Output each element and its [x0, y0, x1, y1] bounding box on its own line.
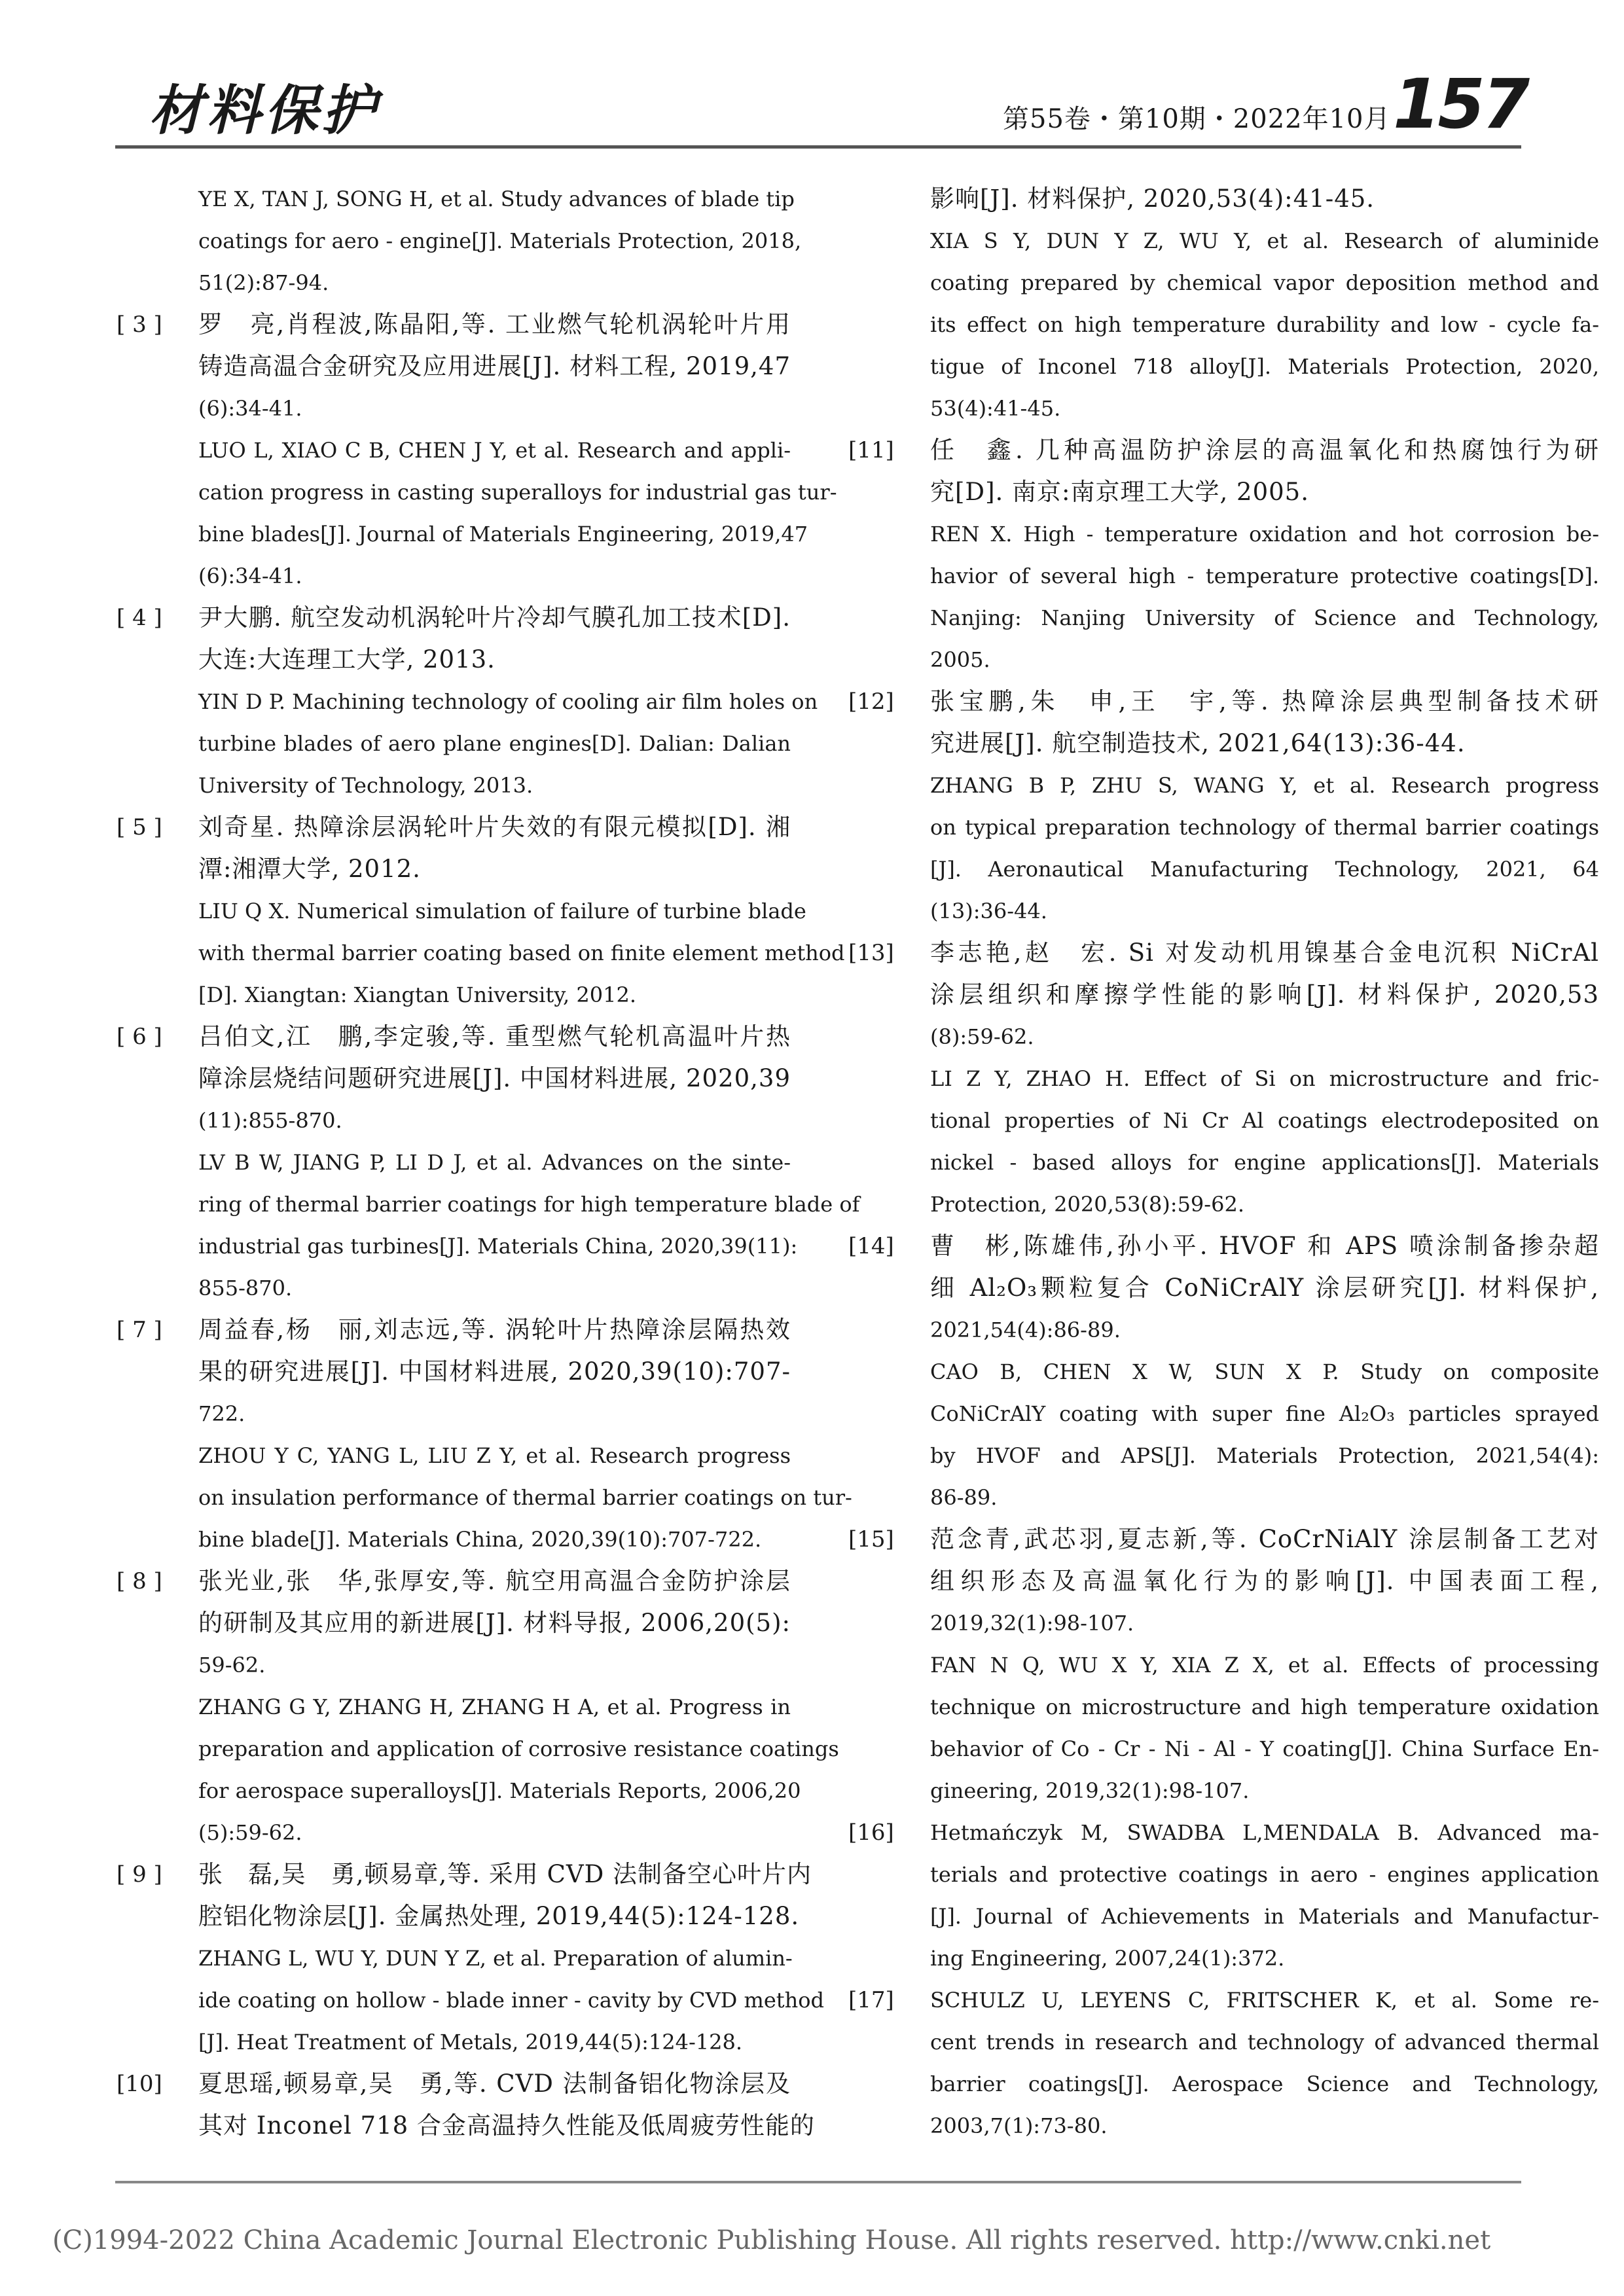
reference-number: [ 6 ]: [117, 1024, 162, 1050]
reference-line: tigue of Inconel 718 alloy[J]. Materials Protection, 2020,: [930, 354, 1599, 379]
reference-text: [198, 597, 818, 806]
reference-line: 吕伯文,江 鹏,李定骏,等. 重型燃气轮机高温叶片热: [198, 1022, 791, 1050]
reference-line: 大连:大连理工大学, 2013.: [198, 645, 496, 673]
reference-entry: [117, 597, 818, 806]
reference-entry: [848, 429, 1599, 681]
reference-entry: [848, 1518, 1599, 1812]
issue-info: 第55卷・第10期・2022年10月: [1003, 104, 1391, 134]
reference-line: 53(4):41-45.: [930, 396, 1061, 421]
reference-line: ring of thermal barrier coatings for high temperature blade of: [198, 1192, 860, 1217]
journal-logo: 材料保护: [149, 79, 380, 142]
reference-text: [930, 1225, 1599, 1518]
reference-line: industrial gas turbines[J]. Materials China, 2020,39(11):: [198, 1234, 798, 1259]
reference-line: CoNiCrAlY coating with super fine Al₂O₃ particles sprayed: [930, 1401, 1599, 1426]
reference-line: its effect on high temperature durability and low - cycle fa-: [930, 312, 1599, 337]
reference-line: Nanjing: Nanjing University of Science and Technology,: [930, 605, 1599, 630]
reference-text: [930, 1518, 1599, 1812]
reference-line: 2019,32(1):98-107.: [930, 1611, 1134, 1636]
reference-line: 59-62.: [198, 1653, 266, 1677]
reference-line: University of Technology, 2013.: [198, 773, 533, 798]
reference-entry: [117, 1309, 852, 1560]
reference-text: [930, 932, 1599, 1225]
reference-text: [198, 806, 845, 1016]
reference-line: [J]. Journal of Achievements in Materials and Manufactur-: [930, 1904, 1599, 1929]
reference-line: FAN N Q, WU X Y, XIA Z X, et al. Effects of processing: [930, 1653, 1599, 1677]
reference-entry: [117, 1560, 839, 1854]
reference-number: [14]: [848, 1233, 894, 1259]
reference-line: on typical preparation technology of thermal barrier coatings: [930, 815, 1599, 840]
reference-line: 其对 Inconel 718 合金高温持久性能及低周疲劳性能的: [198, 2111, 815, 2140]
reference-line: 周益春,杨 丽,刘志远,等. 涡轮叶片热障涂层隔热效: [198, 1316, 791, 1344]
reference-number: [ 3 ]: [117, 312, 162, 338]
reference-line: LV B W, JIANG P, LI D J, et al. Advances on the sinte-: [198, 1150, 791, 1175]
reference-line: 范念青,武芯羽,夏志新,等. CoCrNiAlY 涂层制备工艺对: [930, 1525, 1599, 1553]
reference-number: [12]: [848, 689, 894, 715]
reference-line: 的研制及其应用的新进展[J]. 材料导报, 2006,20(5):: [198, 1609, 791, 1637]
reference-line: bine blade[J]. Materials China, 2020,39(10):707-722.: [198, 1527, 762, 1552]
reference-line: 组织形态及高温氧化行为的影响[J]. 中国表面工程,: [930, 1567, 1599, 1595]
reference-line: ZHANG B P, ZHU S, WANG Y, et al. Research progress: [930, 773, 1599, 798]
reference-line: YE X, TAN J, SONG H, et al. Study advances of blade tip: [198, 187, 795, 211]
reference-line: Hetmańczyk M, SWADBA L,MENDALA B. Advanced ma-: [930, 1820, 1599, 1845]
reference-line: 2005.: [930, 647, 990, 672]
references-left-column: [117, 178, 860, 2147]
reference-line: havior of several high - temperature protective coatings[D].: [930, 564, 1599, 588]
reference-line: coatings for aero - engine[J]. Materials Protection, 2018,: [198, 228, 802, 253]
reference-line: [J]. Heat Treatment of Metals, 2019,44(5):124-128.: [198, 2030, 743, 2054]
reference-line: cation progress in casting superalloys for industrial gas tur-: [198, 480, 837, 505]
reference-line: on insulation performance of thermal barrier coatings on tur-: [198, 1485, 852, 1510]
reference-line: turbine blades of aero plane engines[D]. Dalian: Dalian: [198, 731, 791, 756]
reference-entry: [848, 1812, 1599, 1979]
reference-line: ing Engineering, 2007,24(1):372.: [930, 1946, 1285, 1971]
reference-line: XIA S Y, DUN Y Z, WU Y, et al. Research of aluminide: [930, 228, 1599, 253]
reference-line: 涂层组织和摩擦学性能的影响[J]. 材料保护, 2020,53: [930, 980, 1599, 1009]
footer-rule: [115, 2181, 1521, 2183]
reference-line: with thermal barrier coating based on finite element method: [198, 941, 845, 965]
reference-line: 722.: [198, 1401, 245, 1426]
reference-number: [15]: [848, 1526, 894, 1552]
reference-line: tional properties of Ni Cr Al coatings electrodeposited on: [930, 1108, 1599, 1133]
reference-number: [ 4 ]: [117, 605, 162, 631]
reference-number: [10]: [117, 2071, 162, 2097]
reference-line: (6):34-41.: [198, 396, 302, 421]
reference-line: 刘奇星. 热障涂层涡轮叶片失效的有限元模拟[D]. 湘: [198, 813, 791, 841]
reference-line: 张 磊,吴 勇,顿易章,等. 采用 CVD 法制备空心叶片内: [198, 1860, 812, 1888]
reference-text: [930, 1812, 1599, 1979]
reference-line: terials and protective coatings in aero - engines application: [930, 1862, 1599, 1887]
reference-line: 铸造高温合金研究及应用进展[J]. 材料工程, 2019,47: [198, 352, 791, 380]
reference-line: nickel - based alloys for engine applications[J]. Materials: [930, 1150, 1599, 1175]
reference-entry: [848, 1225, 1599, 1518]
reference-line: 究进展[J]. 航空制造技术, 2021,64(13):36-44.: [930, 729, 1466, 757]
reference-text: [198, 304, 837, 597]
reference-number: [ 8 ]: [117, 1568, 162, 1594]
reference-line: YIN D P. Machining technology of cooling air film holes on: [198, 689, 818, 714]
reference-entry: [848, 681, 1599, 932]
reference-line: ZHOU Y C, YANG L, LIU Z Y, et al. Research progress: [198, 1443, 791, 1468]
reference-text: [930, 429, 1599, 681]
reference-line: behavior of Co - Cr - Ni - Al - Y coating[J]. China Surface En-: [930, 1736, 1599, 1761]
reference-line: 尹大鹏. 航空发动机涡轮叶片冷却气膜孔加工技术[D].: [198, 603, 791, 632]
reference-line: 任 鑫. 几种高温防护涂层的高温氧化和热腐蚀行为研: [930, 436, 1599, 464]
reference-line: (8):59-62.: [930, 1024, 1034, 1049]
reference-number: [17]: [848, 1987, 894, 2013]
reference-line: 潭:湘潭大学, 2012.: [198, 855, 421, 883]
reference-line: 2021,54(4):86-89.: [930, 1318, 1121, 1342]
reference-line: 究[D]. 南京:南京理工大学, 2005.: [930, 478, 1309, 506]
reference-entry: [117, 178, 802, 304]
reference-line: 罗 亮,肖程波,陈晶阳,等. 工业燃气轮机涡轮叶片用: [198, 310, 791, 338]
reference-line: cent trends in research and technology of advanced thermal: [930, 2030, 1599, 2054]
reference-entry: [848, 178, 1599, 429]
reference-line: for aerospace superalloys[J]. Materials Reports, 2006,20: [198, 1778, 801, 1803]
reference-line: (11):855-870.: [198, 1108, 342, 1133]
reference-line: 腔铝化物涂层[J]. 金属热处理, 2019,44(5):124-128.: [198, 1902, 800, 1930]
reference-line: 86-89.: [930, 1485, 998, 1510]
reference-line: 张宝鹏,朱 申,王 宇,等. 热障涂层典型制备技术研: [930, 687, 1599, 715]
reference-line: [J]. Aeronautical Manufacturing Technology, 2021, 64: [930, 857, 1599, 882]
reference-line: 果的研究进展[J]. 中国材料进展, 2020,39(10):707-: [198, 1357, 791, 1386]
reference-number: [ 7 ]: [117, 1317, 162, 1343]
reference-line: coating prepared by chemical vapor deposition method and: [930, 270, 1599, 295]
reference-line: 曹 彬,陈雄伟,孙小平. HVOF 和 APS 喷涂制备掺杂超: [930, 1232, 1599, 1260]
reference-text: [198, 1309, 852, 1560]
page-number: 157: [1393, 64, 1528, 144]
reference-text: [198, 1016, 860, 1309]
reference-text: [930, 1979, 1599, 2147]
reference-entry: [117, 2063, 815, 2147]
reference-entry: [848, 1979, 1599, 2147]
reference-line: 李志艳,赵 宏. Si 对发动机用镍基合金电沉积 NiCrAl: [930, 939, 1599, 967]
reference-line: by HVOF and APS[J]. Materials Protection, 2021,54(4):: [930, 1443, 1599, 1468]
reference-line: CAO B, CHEN X W, SUN X P. Study on composite: [930, 1359, 1599, 1384]
reference-line: [D]. Xiangtan: Xiangtan University, 2012.: [198, 982, 636, 1007]
reference-line: ide coating on hollow - blade inner - cavity by CVD method: [198, 1988, 824, 2013]
reference-entry: [117, 806, 845, 1016]
reference-text: [930, 681, 1599, 932]
reference-number: [11]: [848, 437, 894, 463]
reference-entry: [117, 1016, 860, 1309]
reference-number: [ 5 ]: [117, 814, 162, 840]
header-rule: [115, 145, 1521, 149]
reference-text: [198, 2063, 815, 2147]
reference-line: barrier coatings[J]. Aerospace Science and Technology,: [930, 2072, 1599, 2096]
reference-line: 855-870.: [198, 1276, 293, 1300]
reference-line: technique on microstructure and high temperature oxidation: [930, 1695, 1599, 1719]
reference-line: Protection, 2020,53(8):59-62.: [930, 1192, 1244, 1217]
reference-text: [198, 178, 802, 304]
reference-line: 夏思瑶,顿易章,吴 勇,等. CVD 法制备铝化物涂层及: [198, 2070, 791, 2098]
reference-line: LI Z Y, ZHAO H. Effect of Si on microstructure and fric-: [930, 1066, 1599, 1091]
reference-entry: [117, 1854, 824, 2063]
reference-line: ZHANG G Y, ZHANG H, ZHANG H A, et al. Progress in: [198, 1695, 791, 1719]
reference-line: gineering, 2019,32(1):98-107.: [930, 1778, 1250, 1803]
reference-line: 张光业,张 华,张厚安,等. 航空用高温合金防护涂层: [198, 1567, 791, 1595]
reference-line: (13):36-44.: [930, 899, 1047, 924]
reference-line: LIU Q X. Numerical simulation of failure of turbine blade: [198, 899, 806, 924]
reference-text: [198, 1560, 839, 1854]
reference-entry: [848, 932, 1599, 1225]
reference-line: ZHANG L, WU Y, DUN Y Z, et al. Preparation of alumin-: [198, 1946, 793, 1971]
reference-number: [13]: [848, 940, 894, 966]
reference-line: SCHULZ U, LEYENS C, FRITSCHER K, et al. Some re-: [930, 1988, 1599, 2013]
reference-line: 51(2):87-94.: [198, 270, 329, 295]
reference-line: preparation and application of corrosive resistance coatings: [198, 1736, 839, 1761]
reference-line: LUO L, XIAO C B, CHEN J Y, et al. Research and appli-: [198, 438, 791, 463]
reference-text: [930, 178, 1599, 429]
reference-line: bine blades[J]. Journal of Materials Engineering, 2019,47: [198, 522, 808, 547]
reference-line: (5):59-62.: [198, 1820, 302, 1845]
reference-line: (6):34-41.: [198, 564, 302, 588]
reference-line: 细 Al₂O₃颗粒复合 CoNiCrAlY 涂层研究[J]. 材料保护,: [930, 1274, 1599, 1302]
reference-text: [198, 1854, 824, 2063]
reference-entry: [117, 304, 837, 597]
reference-line: 影响[J]. 材料保护, 2020,53(4):41-45.: [930, 185, 1375, 213]
reference-line: 障涂层烧结问题研究进展[J]. 中国材料进展, 2020,39: [198, 1064, 791, 1092]
references-right-column: [848, 178, 1599, 2147]
reference-number: [ 9 ]: [117, 1861, 162, 1888]
reference-number: [16]: [848, 1820, 894, 1846]
reference-line: 2003,7(1):73-80.: [930, 2113, 1108, 2138]
reference-line: REN X. High - temperature oxidation and hot corrosion be-: [930, 522, 1599, 547]
footer-copyright: (C)1994-2022 China Academic Journal Electronic Publishing House. All rights reserved. http://www.cnki.net: [52, 2225, 1491, 2255]
